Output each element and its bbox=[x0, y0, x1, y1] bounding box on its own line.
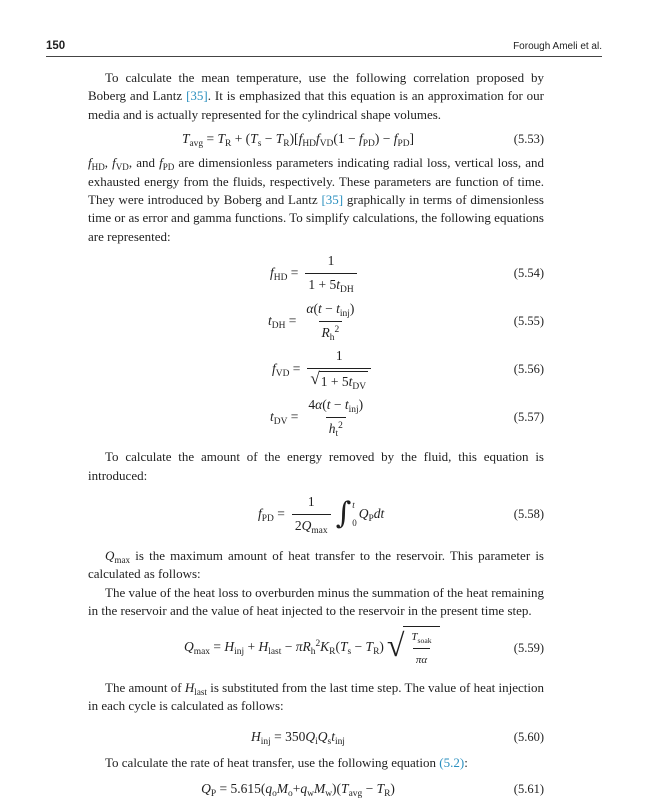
paragraph-mean-temperature: To calculate the mean temperature, use the following correlation proposed by Boberg and Lantz [35]. It is emphasized that this equation is an approximation for our media and is actually represented for the cylindrical shape volumes. bbox=[88, 70, 544, 122]
equation-number: (5.55) bbox=[513, 314, 544, 329]
equation-number: (5.60) bbox=[513, 729, 544, 744]
equation-number: (5.57) bbox=[513, 410, 544, 425]
paragraph-dimensionless-parameters: $f_{HD}$, $f_{VD}$, and $f_{PD}$ are dimensionless parameters indicating radial loss, vertical loss, and exhausted energy from the fluids, respectively. These parameters are function of time. They were introduced by Boberg and Lantz [35] graphically in terms of dimensionless time or as error and gamma functions. To simplify calculations, the following equations are represented: bbox=[88, 155, 544, 244]
equation-5-59: $Q_{max} = H_{inj} + H_{last} - \pi R_h^2K_R(T_s - T_R)$ √ $\frac{T_{soak}}{\pi\alpha}$ (5.59) bbox=[88, 625, 544, 675]
equation-number: (5.59) bbox=[513, 640, 544, 655]
citation-35[interactable]: [35] bbox=[186, 88, 208, 104]
equation-number: (5.61) bbox=[513, 781, 544, 796]
equation-5-55: $t_{DH}$ = $\frac{\alpha(t - t_{inj})}{R_h^2}$ (5.55) bbox=[268, 301, 544, 343]
equation-5-54: $f_{HD}$ = $\frac{1}{1 + 5t_{DH}}$ (5.54) bbox=[270, 253, 544, 295]
equation-5-56: $f_{VD}$ = 1 √ $1 + 5t_{DV}$ (5.56) bbox=[272, 348, 544, 392]
paragraph-hlast: The amount of $H_{last}$ is substituted from the last time step. The value of heat injection in each cycle is calculated as follows: bbox=[88, 679, 544, 714]
paragraph-qmax: $Q_{max}$ is the maximum amount of heat transfer to the reservoir. This parameter is calculated as follows: bbox=[88, 548, 544, 582]
equation-5-53: $T_{avg} = T_R + (T_s - T_R)[f_{HD}f_{VD}(1 - f_{PD}) - f_{PD}]$ (5.53) bbox=[181, 131, 544, 150]
equation-5-61: $Q_P = 5.615(q_oM_o+q_wM_w)(T_{avg} - T_R)$ (5.61) bbox=[201, 780, 544, 799]
equation-reference-5-2[interactable]: (5.2) bbox=[439, 754, 465, 770]
header-rule bbox=[46, 56, 602, 57]
equation-5-57: $t_{DV}$ = $\frac{4\alpha(t - t_{inj})}{h_t^2}$ (5.57) bbox=[270, 397, 544, 439]
equation-number: (5.58) bbox=[513, 507, 544, 522]
page-number: 150 bbox=[46, 40, 66, 52]
equation-number: (5.53) bbox=[513, 132, 544, 147]
page-header bbox=[46, 40, 602, 56]
equation-number: (5.54) bbox=[513, 266, 544, 281]
paragraph-heat-transfer-rate: To calculate the rate of heat transfer, use the following equation (5.2): bbox=[105, 754, 468, 770]
paragraph-heat-loss: The value of the heat loss to overburden minus the summation of the heat remaining in the reservoir and the value of heat injected to the reservoir in the present time step. bbox=[88, 584, 544, 619]
page-body bbox=[88, 69, 544, 804]
running-head: Forough Ameli et al. bbox=[513, 41, 602, 52]
equation-5-60: $H_{inj} = 350Q_iQ_st_{inj}$ (5.60) bbox=[251, 728, 544, 747]
equation-5-58: $f_{PD}$ = $\frac{1}{2Q_{max}}$ ∫ t 0 $Q_Pdt$ (5.58) bbox=[258, 494, 544, 536]
paragraph-energy-removed: To calculate the amount of the energy removed by the fluid, this equation is introduced: bbox=[88, 449, 544, 483]
equation-number: (5.56) bbox=[513, 362, 544, 377]
citation-35[interactable]: [35] bbox=[321, 192, 344, 208]
